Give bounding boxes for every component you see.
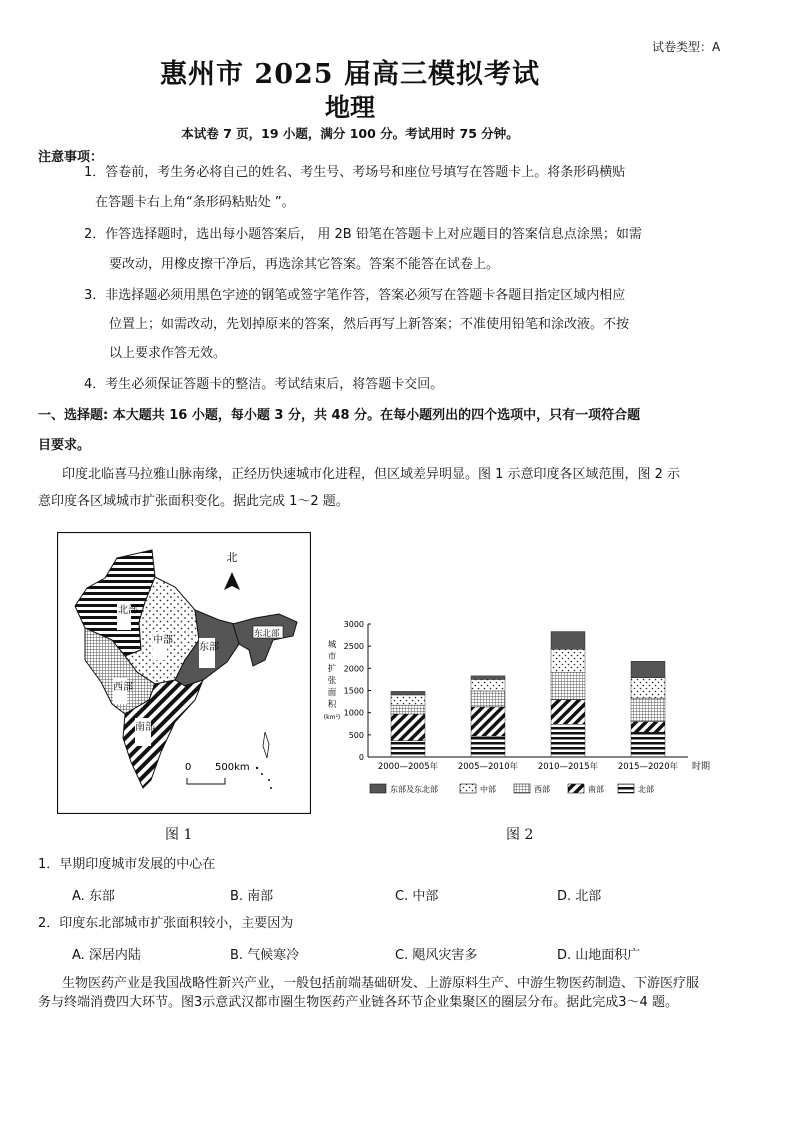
legend-label: 中部 bbox=[480, 785, 496, 794]
y-label-char: 城 bbox=[327, 640, 337, 650]
bar-segment-dots bbox=[471, 679, 505, 691]
notice-item-1-line-1: 1．答卷前，考生务必将自己的姓名、考生号、考场号和座位号填写在答题卡上。将条形码横贴 bbox=[84, 165, 626, 180]
label-north: 北部 bbox=[118, 605, 138, 616]
legend-label: 东部及东北部 bbox=[390, 785, 438, 794]
notice-item-3-line-3: 以上要求作答无效。 bbox=[109, 346, 227, 361]
svg-text:中部 bbox=[153, 633, 173, 646]
intro-line-1: 印度北临喜马拉雅山脉南缘，正经历快速城市化进程，但区域差异明显。图 1 示意印度各区域范围，图 2 示 bbox=[62, 467, 681, 482]
bar-segment-diag-stripes bbox=[471, 707, 505, 736]
subject-title: 地理 bbox=[324, 93, 375, 122]
svg-text:南部 bbox=[135, 720, 155, 733]
svg-text:东部 bbox=[199, 640, 219, 653]
svg-text:北部 bbox=[118, 603, 138, 616]
bar-segment-solid bbox=[391, 691, 425, 695]
section1-heading-line-2: 目要求。 bbox=[38, 438, 91, 453]
y-tick-label: 2000 bbox=[343, 664, 364, 674]
legend-swatch bbox=[370, 784, 386, 793]
passage2-line-1: 生物医药产业是我国战略性新兴产业，一般包括前端基础研发、上游原料生产、中游生物医药制造、下游医疗服 bbox=[62, 976, 700, 991]
figure1-label: 图 1 bbox=[165, 827, 193, 843]
bar-segment-solid bbox=[471, 676, 505, 680]
label-central: 中部 bbox=[153, 635, 173, 646]
intro-line-2: 意印度各区域城市扩张面积变化。据此完成 1～2 题。 bbox=[38, 494, 349, 509]
notice-item-3-line-2: 位置上；如需改动，先划掉原来的答案，然后再写上新答案；不准使用铅笔和涂改液。不按 bbox=[109, 317, 630, 332]
bar-segment-grid bbox=[471, 691, 505, 707]
label-east: 东部 bbox=[199, 642, 219, 653]
svg-text:西部 bbox=[113, 680, 133, 693]
bar-segment-solid bbox=[551, 632, 585, 650]
figure2-label: 图 2 bbox=[506, 827, 534, 843]
legend-label: 北部 bbox=[638, 785, 654, 794]
y-label-char: 积 bbox=[327, 700, 337, 710]
y-label-char: 面 bbox=[327, 688, 337, 698]
label-south: 南部 bbox=[135, 722, 155, 733]
question-1-option-d[interactable]: D. 北部 bbox=[557, 889, 602, 904]
legend-swatch bbox=[514, 784, 530, 793]
bar-segment-grid bbox=[391, 705, 425, 714]
y-tick-label: 1000 bbox=[343, 708, 364, 718]
notice-item-3-line-1: 3．非选择题必须用黑色字迹的钢笔或签字笔作答，答案必须写在答题卡各题目指定区域内相应 bbox=[84, 288, 626, 303]
question-2-option-a[interactable]: A. 深居内陆 bbox=[72, 948, 141, 963]
bar-segment-h-stripes bbox=[551, 724, 585, 757]
section1-heading-line-1: 一、选择题: 本大题共 16 小题，每小题 3 分，共 48 分。在每小题列出的四个选项中，只有一项符合题 bbox=[38, 408, 641, 423]
y-label-char: 市 bbox=[327, 652, 337, 662]
y-label-char: 张 bbox=[327, 676, 337, 686]
bar-segment-grid bbox=[551, 672, 585, 699]
bar-segment-solid bbox=[631, 661, 665, 677]
notice-item-2-line-1: 2．作答选择题时，选出每小题答案后， 用 2B 铅笔在答题卡上对应题目的答案信息点涂黑；如需 bbox=[84, 227, 642, 242]
label-northeast: 东北部 bbox=[254, 629, 280, 639]
bar-segment-dots bbox=[391, 695, 425, 705]
legend-swatch bbox=[618, 784, 634, 793]
figure2-chart bbox=[318, 612, 728, 802]
question-2-option-b[interactable]: B. 气候寒冷 bbox=[230, 948, 300, 963]
north-label: 北 bbox=[226, 551, 238, 564]
paper-type: 试卷类型：A bbox=[652, 40, 721, 54]
question-2-option-d[interactable]: D. 山地面积广 bbox=[557, 948, 641, 963]
bar-segment-h-stripes bbox=[631, 732, 665, 757]
y-tick-label: 500 bbox=[348, 730, 364, 740]
chart-legend bbox=[370, 784, 654, 794]
bar-segment-h-stripes bbox=[391, 741, 425, 757]
y-tick-label: 0 bbox=[358, 753, 364, 762]
label-west: 西部 bbox=[113, 682, 133, 693]
y-tick-label: 1500 bbox=[343, 686, 364, 696]
bar-segment-diag-stripes bbox=[551, 700, 585, 724]
passage2-line-2: 务与终端消费四大环节。图3示意武汉都市圈生物医药产业链各环节企业集聚区的圈层分布。据此完成3～4 题。 bbox=[38, 995, 678, 1010]
legend-label: 西部 bbox=[534, 785, 550, 794]
x-tick-label: 2000—2005年 bbox=[377, 762, 439, 772]
bar-segment-dots bbox=[551, 649, 585, 672]
bar-segment-diag-stripes bbox=[631, 722, 665, 733]
question-2-option-c[interactable]: C. 飓风灾害多 bbox=[395, 948, 478, 963]
notice-item-2-line-2: 要改动，用橡皮擦干净后，再选涂其它答案。答案不能答在试卷上。 bbox=[109, 257, 500, 272]
figure1-map bbox=[57, 532, 311, 814]
y-label-char: 扩 bbox=[327, 664, 337, 674]
bar-segment-diag-stripes bbox=[391, 714, 425, 741]
x-axis-label: 时期 bbox=[692, 762, 711, 772]
notice-item-4: 4．考生必须保证答题卡的整洁。考试结束后，将答题卡交回。 bbox=[84, 377, 444, 392]
exam-info: 本试卷 7 页，19 小题，满分 100 分。考试用时 75 分钟。 bbox=[181, 126, 519, 141]
legend-swatch bbox=[568, 784, 584, 793]
y-axis-label bbox=[324, 639, 340, 721]
y-tick-label: 2500 bbox=[343, 642, 364, 652]
notice-item-1-line-2: 在答题卡右上角“条形码粘贴处 ”。 bbox=[95, 195, 295, 210]
exam-title: 惠州市 2025 届高三模拟考试 bbox=[160, 59, 540, 90]
y-label-char: (km²) bbox=[323, 714, 341, 721]
question-2-stem: 2．印度东北部城市扩张面积较小，主要因为 bbox=[38, 916, 294, 931]
question-1-stem: 1．早期印度城市发展的中心在 bbox=[38, 857, 216, 872]
x-tick-label: 2015—2020年 bbox=[617, 762, 679, 772]
legend-label: 南部 bbox=[588, 785, 604, 794]
bar-segment-grid bbox=[631, 698, 665, 721]
x-tick-label: 2010—2015年 bbox=[537, 762, 599, 772]
bar-segment-h-stripes bbox=[471, 736, 505, 757]
legend-swatch bbox=[460, 784, 476, 793]
y-tick-label: 3000 bbox=[343, 620, 364, 629]
scale-label: 500km bbox=[215, 762, 250, 773]
question-1-option-a[interactable]: A. 东部 bbox=[72, 889, 115, 904]
question-1-option-b[interactable]: B. 南部 bbox=[230, 889, 274, 904]
bar-segment-dots bbox=[631, 678, 665, 698]
scale-zero: 0 bbox=[185, 762, 192, 773]
question-1-option-c[interactable]: C. 中部 bbox=[395, 889, 439, 904]
x-tick-label: 2005—2010年 bbox=[457, 762, 519, 772]
notice-heading: 注意事项： bbox=[38, 150, 104, 165]
